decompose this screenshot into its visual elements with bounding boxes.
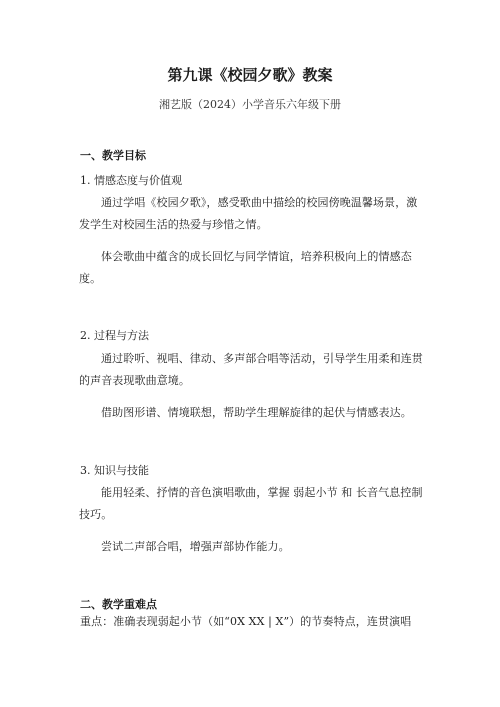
paragraph: 体会歌曲中蕴含的成长回忆与同学情谊，培养积极向上的情感态度。 xyxy=(79,250,412,285)
paragraph: 通过学唱《校园夕歌》，感受歌曲中描绘的校园傍晚温馨场景，激发学生对校园生活的热爱与珍惜之情。 xyxy=(79,196,418,231)
document-subtitle: 湘艺版（2024）小学音乐六年级下册 xyxy=(159,98,341,111)
section-heading-key-points: 二、教学重难点 xyxy=(80,598,157,611)
subheading-emotion: 1. 情感态度与价值观 xyxy=(80,174,182,187)
document-title: 第九课《校园夕歌》教案 xyxy=(167,66,333,84)
section-heading-teaching-goals: 一、教学目标 xyxy=(80,149,146,162)
paragraph: 尝试二声部合唱，增强声部协作能力。 xyxy=(101,540,290,553)
paragraph: 能用轻柔、抒情的音色演唱歌曲，掌握 弱起小节 和 长音气息控制 技巧。 xyxy=(79,486,423,521)
paragraph: 借助图形谱、情境联想，帮助学生理解旋律的起伏与情感表达。 xyxy=(101,406,412,419)
subheading-knowledge-skills: 3. 知识与技能 xyxy=(80,464,149,477)
paragraph: 通过聆听、视唱、律动、多声部合唱等活动，引导学生用柔和连贯的声音表现歌曲意境。 xyxy=(79,352,423,387)
paragraph: 重点：准确表现弱起小节（如“0X XX | X”）的节奏特点，连贯演唱 xyxy=(80,615,412,628)
subheading-process-method: 2. 过程与方法 xyxy=(80,329,149,342)
